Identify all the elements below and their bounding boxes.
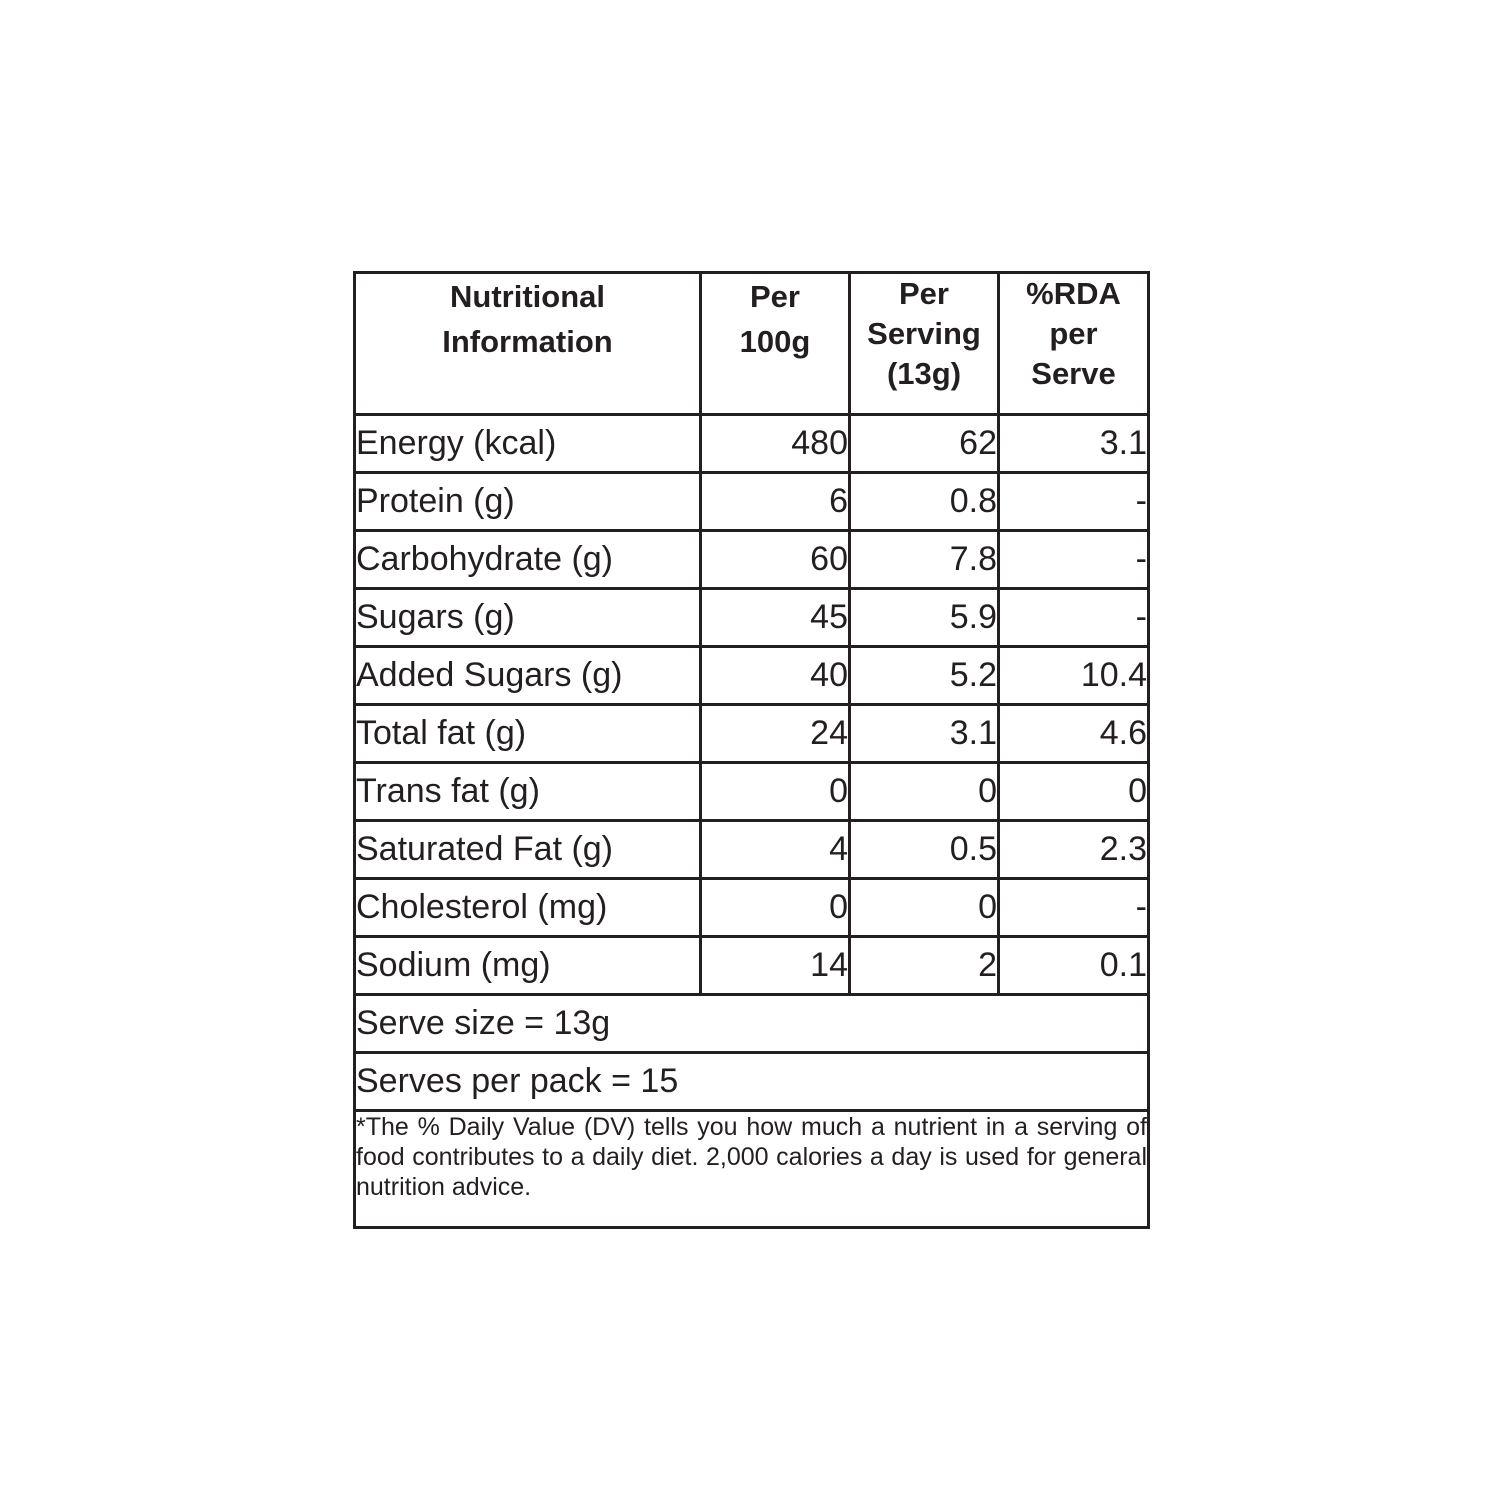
nutrient-row: [355, 879, 1149, 937]
per-100g-value: 14: [701, 937, 850, 995]
per-100g-value: 24: [701, 705, 850, 763]
serves-per-pack-row: [355, 1053, 1149, 1111]
per-100g-value: 6: [701, 473, 850, 531]
nutrient-name: Energy (kcal): [355, 415, 701, 473]
per-100g-value: 0: [701, 879, 850, 937]
nutrient-rows: [355, 415, 1149, 995]
footnote-row: [355, 1111, 1149, 1228]
rda-value: -: [999, 589, 1149, 647]
header-line: per: [1049, 316, 1098, 351]
header-line: Per: [899, 276, 949, 311]
nutrient-row: [355, 647, 1149, 705]
nutrient-name: Added Sugars (g): [355, 647, 701, 705]
per-serving-value: 5.2: [850, 647, 999, 705]
nutrition-facts-table: [353, 271, 1150, 1229]
rda-value: 10.4: [999, 647, 1149, 705]
per-serving-value: 5.9: [850, 589, 999, 647]
header-line: Serving: [867, 316, 981, 351]
header-line: Serve: [1031, 356, 1116, 391]
nutrient-name: Saturated Fat (g): [355, 821, 701, 879]
nutrient-name: Protein (g): [355, 473, 701, 531]
per-serving-value: 0: [850, 763, 999, 821]
nutrient-row: [355, 937, 1149, 995]
nutrient-name: Trans fat (g): [355, 763, 701, 821]
per-100g-value: 40: [701, 647, 850, 705]
header-line: 100g: [739, 324, 811, 359]
per-serving-value: 0: [850, 879, 999, 937]
nutrient-name: Total fat (g): [355, 705, 701, 763]
rda-value: 0: [999, 763, 1149, 821]
rda-value: -: [999, 473, 1149, 531]
rda-value: 3.1: [999, 415, 1149, 473]
nutrient-row: [355, 589, 1149, 647]
nutrient-row: [355, 473, 1149, 531]
nutrient-row: [355, 821, 1149, 879]
nutrient-row: [355, 415, 1149, 473]
nutrient-name: Sugars (g): [355, 589, 701, 647]
nutrient-name: Sodium (mg): [355, 937, 701, 995]
per-serving-value: 0.8: [850, 473, 999, 531]
serve-size-row: [355, 995, 1149, 1053]
header-row: [355, 273, 1149, 415]
per-serving-value: 0.5: [850, 821, 999, 879]
nutrient-row: [355, 763, 1149, 821]
per-serving-value: 62: [850, 415, 999, 473]
rda-value: -: [999, 531, 1149, 589]
header-per-serving: [850, 273, 999, 415]
per-serving-value: 2: [850, 937, 999, 995]
serves-per-pack-text: Serves per pack = 15: [355, 1053, 1149, 1111]
header-line: Per: [750, 279, 800, 314]
nutrient-row: [355, 531, 1149, 589]
per-serving-value: 3.1: [850, 705, 999, 763]
per-100g-value: 480: [701, 415, 850, 473]
footnote-text: *The % Daily Value (DV) tells you how much a nutrient in a serving of food contributes to a daily diet. 2,000 calories a day is used for general nutrition advice.: [355, 1111, 1149, 1228]
rda-value: 0.1: [999, 937, 1149, 995]
per-100g-value: 4: [701, 821, 850, 879]
nutrient-row: [355, 705, 1149, 763]
nutrient-name: Carbohydrate (g): [355, 531, 701, 589]
per-100g-value: 45: [701, 589, 850, 647]
header-line: Information: [442, 324, 613, 359]
header-line: (13g): [886, 356, 962, 391]
header-per-100g: [701, 273, 850, 415]
per-100g-value: 0: [701, 763, 850, 821]
rda-value: 2.3: [999, 821, 1149, 879]
rda-value: -: [999, 879, 1149, 937]
rda-value: 4.6: [999, 705, 1149, 763]
header-nutritional-information: [355, 273, 701, 415]
header-line: %RDA: [1026, 276, 1121, 311]
header-rda-per-serve: [999, 273, 1149, 415]
per-serving-value: 7.8: [850, 531, 999, 589]
per-100g-value: 60: [701, 531, 850, 589]
nutrient-name: Cholesterol (mg): [355, 879, 701, 937]
serve-size-text: Serve size = 13g: [355, 995, 1149, 1053]
header-line: Nutritional: [450, 279, 605, 314]
